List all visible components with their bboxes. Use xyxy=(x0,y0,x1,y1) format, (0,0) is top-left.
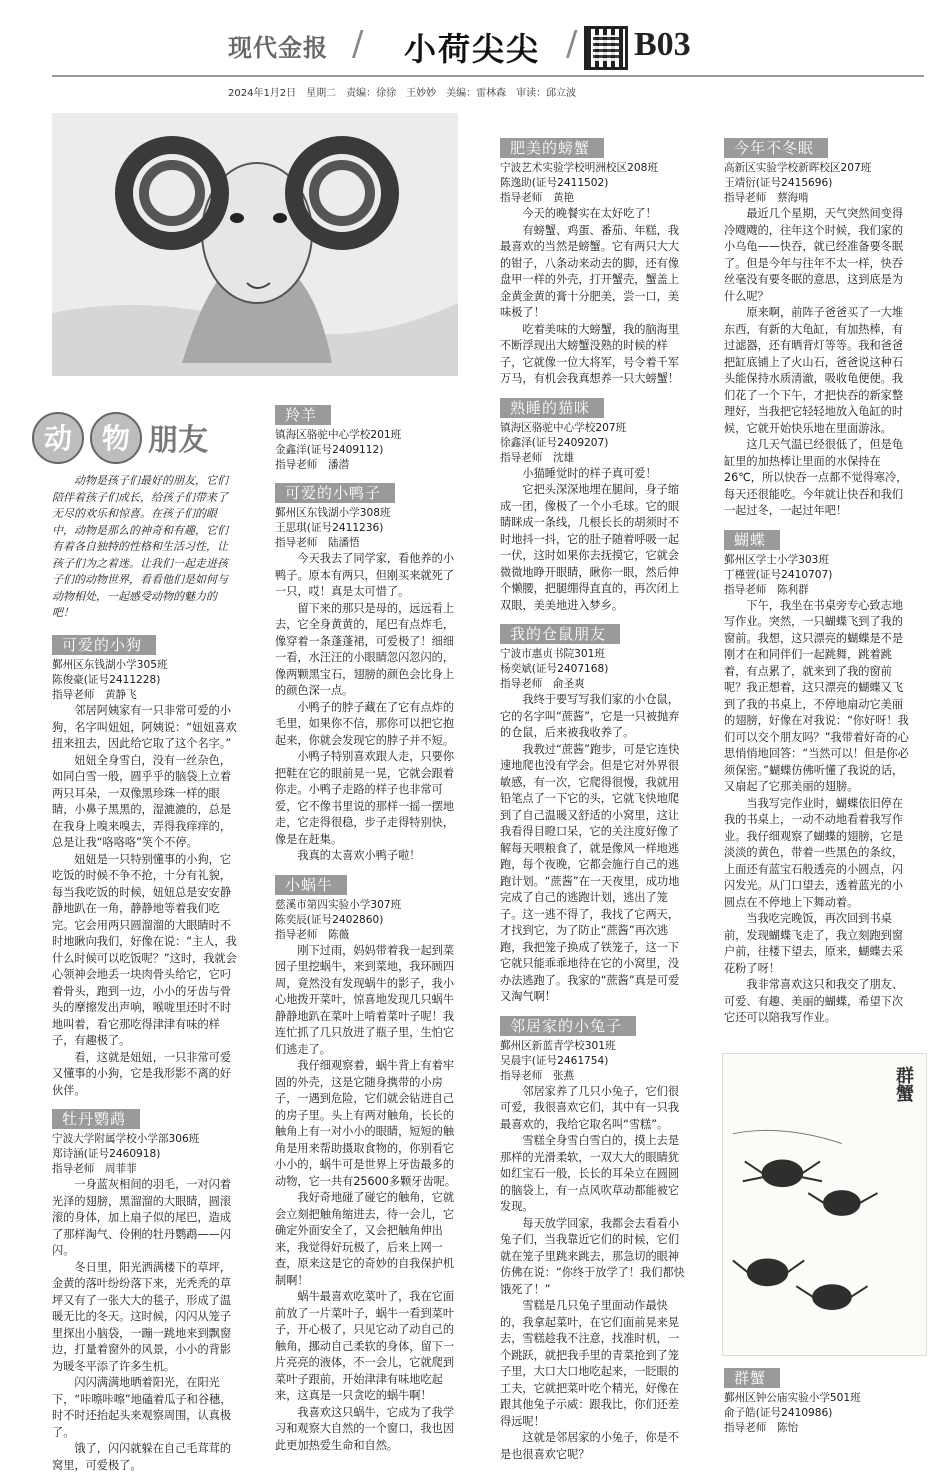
article-title: 肥美的螃蟹 xyxy=(500,138,604,158)
divider-slash: / xyxy=(566,24,578,64)
column-title-char: 物 xyxy=(101,422,131,455)
article-title: 牡丹鹦鹉 xyxy=(52,1109,140,1129)
article-author: 杨奕斌(证号2407168) xyxy=(500,663,609,675)
article-author: 郑诗涵(证号2460918) xyxy=(52,1148,161,1160)
article-teacher: 指导老师 陈利群 xyxy=(724,583,809,596)
article-paragraph: 邻居阿姨家有一只非常可爱的小狗，名字叫妞妞，阿姨说：“妞妞喜欢扭来扭去，因此给它取了这个名字。” xyxy=(52,704,237,750)
article-teacher: 指导老师 潘潜 xyxy=(275,459,350,471)
article-paragraph: 饿了，闪闪就躲在自己毛茸茸的窝里，可爱极了。 xyxy=(52,1442,232,1472)
article-school: 慈溪市第四实验小学307班 xyxy=(275,898,402,911)
article xyxy=(500,1012,690,1464)
divider-slash: / xyxy=(352,24,364,64)
article-paragraph: 小鸭子的脖子藏在了它有点炸的毛里，如果你不信，那你可以把它抱起来，你就会发现它的脖子并不短。 xyxy=(275,700,455,747)
article-school: 宁波大学附属学校小学部306班 xyxy=(52,1133,200,1145)
article-paragraph: 蜗牛最喜欢吃菜叶了，我在它面前放了一片菜叶子，蜗牛一看到菜叶子，开心极了，只见它动了动自己的触角，挪动自己柔软的身体，留下一片亮亮的液体，不一会儿，它就爬到菜叶子跟前，开始津津有味地吃起来，这真是一只贪吃的蜗牛啊！ xyxy=(275,1290,455,1402)
page-number: B03 xyxy=(634,26,691,63)
article-paragraph: 闪闪满满地晒着阳光，在阳光下，“咔嚓咔嚓”地磕着瓜子和谷穗，时不时还抬起头来观察周围，认真极了。 xyxy=(52,1376,232,1439)
article-paragraph: 冬日里，阳光洒满楼下的草坪，金黄的落叶纷纷落下来，光秃秃的草坪又有了一张大大的毯子，形成了温暖无比的冬天。这时候，闪闪从笼子里探出小脑袋，一蹦一跳地来到飘窗边，打量着窗外的风景，小小的背影为暖冬平添了许多生机。 xyxy=(52,1260,232,1373)
article-teacher: 指导老师 周菲菲 xyxy=(52,1163,137,1175)
article xyxy=(724,1364,914,1436)
qr-code-icon[interactable] xyxy=(584,26,628,70)
article-paragraph: 一身蓝灰相间的羽毛，一对闪着光泽的翅膀，黑溜溜的大眼睛，圆滚滚的身体，加上扇子似的尾巴，造成了那样淘气、伶俐的牡丹鹦鹉——闪闪。 xyxy=(52,1178,232,1257)
article-title: 熟睡的猫咪 xyxy=(500,398,604,418)
article-paragraph: 小鸭子特别喜欢跟人走，只要你把鞋在它的眼前晃一晃，它就会跟着你走。小鸭子走路的样子也非常可爱，它不像书里说的那样一摇一摆地走，它走得很稳，步子走得特别快，像是在赶集。 xyxy=(275,750,455,846)
article-paragraph: 雪糕是几只兔子里面动作最快的，我拿起菜叶，在它们面前晃来晃去，雪糕趁我不注意，找准时机，一个跳跃，就把我手里的青菜抢到了笼子里，大口大口地吃起来，一眨眼的工夫，它就把菜叶吃个精光，好像在跟其他兔子示威：跟我比，你们还差得远呢！ xyxy=(500,1299,680,1428)
article-paragraph: 这就是邻居家的小兔子，你是不是也很喜欢它呢？ xyxy=(500,1431,680,1461)
column-1 xyxy=(52,625,242,1474)
article-school: 鄞州区学士小学303班 xyxy=(724,553,829,566)
article-paragraph: 有螃蟹、鸡蛋、番茄、年糕，我最喜欢的当然是螃蟹。它有两只大大的钳子，八条动来动去的脚，还有像盘甲一样的外壳，打开蟹壳，蟹盖上金黄金黄的膏十分肥美，尝一口，美味极了！ xyxy=(500,223,680,319)
article-teacher: 指导老师 俞圣爽 xyxy=(500,678,585,690)
column-title-char: 动 xyxy=(43,422,73,455)
article-paragraph: 原来啊，前阵子爸爸买了一大堆东西，有新的大龟缸，有加热棒，有过滤器，还有晒背灯等等。我和爸爸把缸底铺上了火山石，爸爸说这种石头能保持水质清澈，吸收龟便便。我们花了一个下午，才把快吞的新家整理好，当我把它轻轻地放入龟缸的时候，它就开始快乐地在里面游泳。 xyxy=(724,306,904,435)
article xyxy=(275,401,465,473)
article-title: 可爱的小鸭子 xyxy=(275,483,395,503)
article-paragraph: 每天放学回家，我都会去看看小兔子们，当我靠近它们的时候，它们就在笼子里跳来跳去，那急切的眼神仿佛在说：“你终于放学了！我们都快饿死了！” xyxy=(500,1216,685,1296)
article-paragraph: 妞妞全身雪白，没有一丝杂色，如同白雪一般，圆乎乎的脑袋上立着两只耳朵，一双像黑珍珠一样的眼睛，小鼻子黑黑的，湿漉漉的，总是在我身上嗅来嗅去，弄得我痒痒的，总是让我“咯咯咯”笑个不停。 xyxy=(52,753,232,849)
article-teacher: 指导老师 黄静飞 xyxy=(52,689,137,701)
article xyxy=(500,394,690,615)
article-paragraph: 看，这就是妞妞，一只非常可爱又懂事的小狗，它是我形影不离的好伙伴。 xyxy=(52,1050,232,1097)
ram-illustration xyxy=(52,113,458,376)
masthead xyxy=(0,0,934,99)
article-paragraph: 它把头深深地埋在腿间，身子缩成一团，像极了一个小毛球。它的眼睛眯成一条线，几根长长的胡须时不时地抖一抖，它的肚子随着呼吸一起一伏，这时如果你去抚摸它，它就会微微地睁开眼睛，瞅你一眼，然后伸个懒腰，把腿绷得直直的，再次闭上双眼，美美地进入梦乡。 xyxy=(500,483,680,612)
article-paragraph: 我教过“蔗酱”跑步，可是它连快速地爬也没有学会。但是它对外界很敏感，有一次，它爬得很慢，我就用铅笔点了一下它的头，它就飞快地爬到了自己温暖又舒适的小窝里，这让我看得目瞪口呆，它的关注度好像了解每天喂粮食了，就是像风一样地逃跑，每个夜晚，它都会施行自己的逃跑计划。“蔗酱”在一天夜里，成功地完成了自己的逃跑计划，逃出了笼子。这一逃不得了，我找了它两天，才找到它，为了防止“蔗酱”再次逃跑，我把笼子换成了铁笼子，这一下它就只能乖乖地待在它的小窝里，没办法逃跑了。我家的“蔗酱”真是可爱又淘气啊！ xyxy=(500,742,680,1003)
article-paragraph: 最近几个星期，天气突然间变得冷飕飕的，往年这个时候，我们家的小乌龟——快吞，就已经准备要冬眠了。但是今年与往年不太一样，快吞丝毫没有要冬眠的意思，这到底是为什么呢？ xyxy=(724,207,904,303)
article-author: 丁槿萱(证号2410707) xyxy=(724,568,833,581)
column-3 xyxy=(500,128,690,1463)
article-author: 陈俊豪(证号2411228) xyxy=(52,674,161,686)
article-paragraph: 我好奇地碰了碰它的触角，它就会立刻把触角缩进去，待一会儿，它确定外面安全了，又会把触角伸出来，我觉得好玩极了，后来上网一查，原来这是它的奇妙的自我保护机制啊！ xyxy=(275,1191,455,1287)
article-paragraph: 我非常喜欢这只和我交了朋友、可爱、有趣、美丽的蝴蝶，希望下次它还可以陪我写作业。 xyxy=(724,978,904,1024)
intro-text: 动物是孩子们最好的朋友，它们陪伴着孩子们成长，给孩子们带来了无尽的欢乐和惊喜。在孩子们的眼中，动物是那么的神奇和有趣，它们有着各自独特的性格和生活习性，让孩子们为之着迷。让我们一起走进孩子们的动物世界，看看他们是如何与动物相处，一起感受动物的魅力的吧！ xyxy=(52,474,228,619)
paper-name: 现代金报 xyxy=(228,34,328,62)
dateline: 2024年1月2日 星期二 责编：徐徐 王妙妙 美编：雷林森 审读：邱立波 xyxy=(228,88,577,99)
article-title: 今年不冬眠 xyxy=(724,138,828,158)
article-teacher: 指导老师 张燕 xyxy=(500,1069,575,1082)
article-school: 镇海区骆驼中心学校201班 xyxy=(275,429,402,441)
article-author: 俞子皓(证号2410986) xyxy=(724,1407,833,1419)
painting-calligraphy: 群蟹 xyxy=(893,1066,914,1102)
article-title: 羚羊 xyxy=(275,405,331,425)
ram-painting xyxy=(52,113,458,376)
column-header xyxy=(18,408,258,468)
article-title: 邻居家的小兔子 xyxy=(500,1016,636,1036)
crab-caption xyxy=(724,1358,914,1436)
article-school: 鄞州区钟公庙实验小学501班 xyxy=(724,1392,861,1404)
article xyxy=(500,620,690,1006)
article-author: 徐鑫泽(证号2409207) xyxy=(500,436,609,449)
article-title: 可爱的小狗 xyxy=(52,635,156,655)
header-rule xyxy=(52,75,924,77)
article-paragraph: 邻居家养了几只小兔子，它们很可爱，我很喜欢它们，其中有一只我最喜欢的，我给它取名叫“雪糕”。 xyxy=(500,1084,680,1131)
article-paragraph: 我仔细观察着，蜗牛背上有着牢固的外壳，这是它随身携带的小房子，一遇到危险，它们就会钻进自己的房子里。头上有两对触角，长长的触角上有一对小小的眼睛，短短的触角是用来帮助摄取食物的，你别看它小小的，蜗牛可是世界上牙齿最多的动物，它一共有25600多颗牙齿呢。 xyxy=(275,1059,457,1188)
article-paragraph: 雪糕全身雪白雪白的，摸上去是那样的光滑柔软，一双大大的眼睛犹如红宝石一般，长长的耳朵立在圆圆的脑袋上，有一点风吹草动都能被它发现。 xyxy=(500,1134,680,1213)
article-author: 陈奕辰(证号2402860) xyxy=(275,913,384,926)
article-paragraph: 吃着美味的大螃蟹，我的脑海里不断浮现出大螃蟹没熟的时候的样子，它就像一位大将军，号令着千军万马，有机会我真想养一只大螃蟹！ xyxy=(500,322,680,385)
article-paragraph: 刚下过雨，妈妈带着我一起到菜园子里挖蜗牛，来到菜地，我环顾四周，竟然没有发现蜗牛的影子，我小心地拨开菜叶，惊喜地发现几只蜗牛静静地趴在菜叶上啃着菜叶子呢！我连忙抓了几只放进了瓶子里，生怕它们逃走了。 xyxy=(275,943,455,1056)
article-paragraph: 我喜欢这只蜗牛，它成为了我学习和观察大自然的一个窗口，我也因此更加热爱生命和自然。 xyxy=(275,1405,455,1452)
article-school: 鄞州区东钱湖小学308班 xyxy=(275,507,391,519)
article-author: 王靖衍(证号2415696) xyxy=(724,177,833,189)
article-school: 宁波艺术实验学校明洲校区208班 xyxy=(500,162,658,174)
column-4 xyxy=(724,128,914,1027)
article-paragraph: 我真的太喜欢小鸭子啦！ xyxy=(297,849,421,862)
article-title: 小蜗牛 xyxy=(275,875,347,895)
article-title: 蝴蝶 xyxy=(724,530,780,550)
article xyxy=(724,134,914,520)
article-teacher: 指导老师 陈薇 xyxy=(275,928,350,941)
article-teacher: 指导老师 陆潘悟 xyxy=(275,537,360,549)
article-paragraph: 留下来的那只是母的，远远看上去，它全身黄黄的，尾巴有点炸毛，像穿着一条蓬蓬裙，可爱极了！细细一看，水汪汪的小眼睛忽闪忽闪的，像两颗黑宝石，翅膀的颜色会比身上的颜色深一点。 xyxy=(275,601,455,697)
article-school: 高新区实验学校新晖校区207班 xyxy=(724,162,872,174)
article-teacher: 指导老师 沈雄 xyxy=(500,451,575,464)
crab-painting xyxy=(722,1053,927,1356)
article-paragraph: 这几天气温已经很低了，但是龟缸里的加热棒让里面的水保持在26℃，所以快吞一点都不觉得寒冷，每天还很能吃。今年就让快吞和我们一起过冬，一起过年吧！ xyxy=(724,438,908,517)
article-paragraph: 下午，我坐在书桌旁专心致志地写作业。突然，一只蝴蝶飞到了我的窗前。我想，这只漂亮的蝴蝶是不是刚才在和同伴们一起跳舞，跳着跳着，有点累了，就来到了我的窗前呢？我正想着，这只漂亮的蝴蝶又飞到了我的书桌上，不停地扇动它美丽的翅膀，好像在对我说：“你好呀！我们可以交个朋友吗？”我带着好奇的心思悄悄地回答：“当然可以！但是你必须保密。”蝴蝶仿佛听懂了我说的话，又扇起了它那美丽的翅膀。 xyxy=(724,598,909,793)
article xyxy=(52,1105,242,1474)
article-author: 王思琪(证号2411236) xyxy=(275,522,384,534)
article-school: 鄞州区新蓝青学校301班 xyxy=(500,1039,616,1052)
article-paragraph: 当我写完作业时，蝴蝶依旧停在我的书桌上，一动不动地看着我写作业。我仔细观察了蝴蝶的翅膀，它是淡淡的黄色，带着一些黑色的条纹，上面还有蓝宝石般透亮的小圆点，闪闪发光。从门口望去，透着蓝光的小圆点在不停地上下舞动着。 xyxy=(724,796,904,909)
article xyxy=(275,871,465,1455)
article xyxy=(500,134,690,388)
article xyxy=(724,526,914,1027)
column-intro xyxy=(52,473,238,622)
article-paragraph: 小猫睡觉时的样子真可爱！ xyxy=(522,466,657,480)
column-2 xyxy=(275,395,465,1454)
article-teacher: 指导老师 蔡海啃 xyxy=(724,192,809,204)
article-paragraph: 我终于要写写我们家的小仓鼠，它的名字叫“蔗酱”，它是一只被抛弃的仓鼠，后来被我收养了。 xyxy=(500,693,680,739)
article xyxy=(52,631,242,1099)
article-author: 陈逸助(证号2411502) xyxy=(500,177,609,189)
article-teacher: 指导老师 陈怡 xyxy=(724,1422,799,1434)
column-title-char: 朋友 xyxy=(148,423,208,458)
article-paragraph: 今天的晚餐实在太好吃了！ xyxy=(522,207,657,220)
article-paragraph: 今天我去了同学家，看他养的小鸭子。原本有两只，但刚买来就死了一只，哎！真是太可惜了。 xyxy=(275,552,455,598)
article-title: 群蟹 xyxy=(724,1368,780,1388)
article-teacher: 指导老师 黄艳 xyxy=(500,192,575,204)
article-title: 我的仓鼠朋友 xyxy=(500,624,620,644)
article-author: 金鑫洋(证号2409112) xyxy=(275,444,384,456)
article-school: 鄞州区东钱湖小学305班 xyxy=(52,659,168,671)
article-paragraph: 当我吃完晚饭，再次回到书桌前，发现蝴蝶飞走了，我立刻跑到窗户前，往楼下望去，原来，蝴蝶去采花粉了呀！ xyxy=(724,912,904,975)
article xyxy=(275,479,465,865)
article-school: 镇海区骆驼中心学校207班 xyxy=(500,421,627,434)
article-school: 宁波市惠贞书院301班 xyxy=(500,648,605,660)
article-author: 吴晨宇(证号2461754) xyxy=(500,1054,609,1067)
article-paragraph: 妞妞是一只特别懂事的小狗，它吃饭的时候不争不抢，十分有礼貌，每当我吃饭的时候，妞妞总是安安静静地趴在一角，静静地等着我们吃完。它会用两只圆溜溜的大眼睛时不时地瞅向我们，好像在说：“主人，我什么时候可以吃饭呢？”这时，我就会心领神会地丢一块肉骨头给它，它叼着骨头，跑到一边，小小的牙齿与骨头的摩擦发出声响，喉咙里还时不时地叫着，看它那吃得津津有味的样子，有趣极了。 xyxy=(52,852,237,1047)
section-name: 小荷尖尖 xyxy=(404,30,541,68)
